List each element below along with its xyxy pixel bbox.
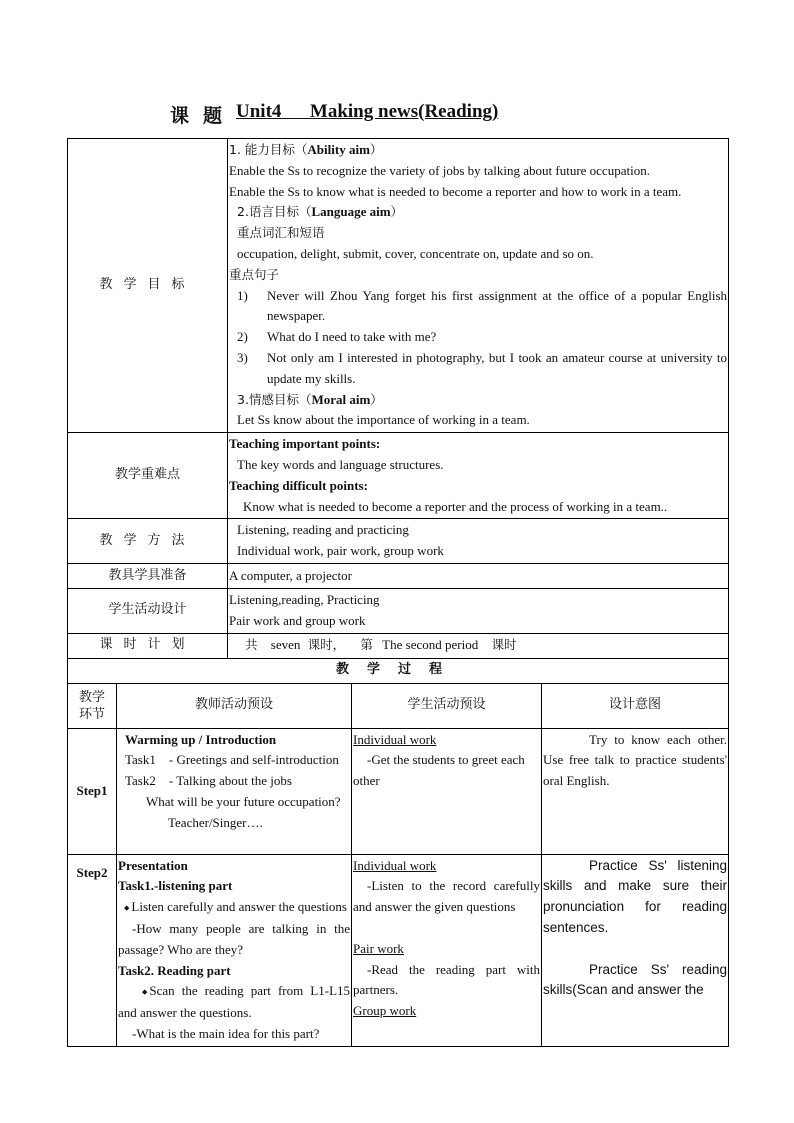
- step2-task1-line: ◆ Listen carefully and answer the questions: [118, 897, 350, 919]
- step2-task1-heading: Task1.-listening part: [118, 878, 233, 894]
- schedule-header: 课时计划: [68, 633, 228, 658]
- process-row: [68, 658, 729, 683]
- col-intent: 设计意图: [542, 683, 729, 728]
- step2-student-text-1: -Listen to the record carefully and answer the given questions: [353, 878, 541, 915]
- step1-task2: Task2 - Talking about the jobs: [125, 773, 292, 789]
- process-columns-row: [68, 683, 729, 728]
- difficult-label: Teaching difficult points:: [229, 477, 368, 493]
- step1-question: What will be your future occupation?: [146, 793, 341, 809]
- step2-teacher-heading: Presentation: [118, 857, 188, 873]
- activities-row: [68, 588, 729, 633]
- methods-line-2: Individual work, pair work, group work: [237, 543, 444, 559]
- sentences-heading: 重点句子: [229, 266, 280, 282]
- step1-student-text: -Get the students to greet each other: [353, 752, 525, 789]
- ability-line-1: Enable the Ss to recognize the variety of jobs by talking about future occupation.: [229, 162, 650, 178]
- bullet-icon: ◆: [124, 904, 130, 913]
- sentence-3: 3) Not only am I interested in photography, but I took an amateur course at university to update my skills.: [237, 349, 728, 386]
- step1-intent: Try to know each other. Use free talk to practice students' oral English.: [542, 728, 729, 854]
- key-points-header: 教学重难点: [68, 433, 228, 519]
- materials-row: [68, 563, 729, 588]
- step2-label: Step2: [68, 854, 117, 1046]
- step2-task2-line: ◆ Scan the reading part from L1-L15 and answer the questions.: [118, 983, 351, 1021]
- step2-student-heading-2: Pair work: [353, 940, 404, 956]
- activities-header: 学生活动设计: [68, 588, 228, 633]
- schedule-row: [68, 633, 729, 658]
- step2-intent-1: Practice Ss' listening skills and make sure their pronunciation for reading sentences.: [543, 857, 728, 935]
- step1-teacher: [117, 728, 352, 854]
- step2-task2-heading: Task2. Reading part: [118, 962, 231, 978]
- col-stage: 教学 环节: [68, 683, 117, 728]
- methods-line-1: Listening, reading and practicing: [237, 522, 409, 538]
- step1-label: Step1: [68, 728, 117, 854]
- step1-student: [352, 728, 542, 854]
- aims-header: 教学目标: [68, 139, 228, 433]
- important-text: The key words and language structures.: [237, 456, 444, 472]
- col-teacher: 教师活动预设: [117, 683, 352, 728]
- vocab-line: occupation, delight, submit, cover, concentrate on, update and so on.: [237, 245, 594, 261]
- step2-student: [352, 854, 542, 1046]
- step2-teacher: [117, 854, 352, 1046]
- schedule-content: 共 seven 课时， 第 The second period 课时: [228, 633, 729, 658]
- step2-row: [68, 854, 729, 1046]
- title-label: 课题: [170, 106, 237, 127]
- step1-student-heading: Individual work: [353, 731, 437, 747]
- activities-line-1: Listening,reading, Practicing: [229, 591, 380, 607]
- step2-task1-question: -How many people are talking in the passage? Who are they?: [118, 920, 351, 957]
- aims-row: [68, 139, 729, 433]
- ability-line-2: Enable the Ss to know what is needed to become a reporter and how to work in a team.: [229, 183, 682, 199]
- sentence-2: 2) What do I need to take with me?: [237, 329, 437, 345]
- lesson-plan-table: [67, 138, 729, 1047]
- sentence-1: 1) Never will Zhou Yang forget his first assignment at the office of a popular English newspaper.: [237, 287, 728, 324]
- step2-student-heading-1: Individual work: [353, 857, 437, 873]
- difficult-text: Know what is needed to become a reporter and the process of working in a team..: [243, 498, 668, 514]
- title-underlined: [236, 101, 498, 123]
- step2-student-heading-3: Group work: [353, 1003, 417, 1019]
- step1-task1: Task1 - Greetings and self-introduction: [125, 752, 339, 768]
- bullet-icon: ◆: [142, 988, 148, 997]
- key-points-content: [228, 433, 729, 519]
- language-heading: 2.语言目标（Language aim）: [237, 204, 404, 220]
- step2-task2-question: -What is the main idea for this part?: [132, 1025, 320, 1041]
- methods-content: [228, 519, 729, 564]
- step2-intent-2: Practice Ss' reading skills(Scan and answer the: [543, 961, 728, 998]
- methods-row: [68, 519, 729, 564]
- vocab-heading: 重点词汇和短语: [237, 225, 325, 241]
- step1-examples: Teacher/Singer….: [168, 814, 263, 830]
- moral-heading: 3.情感目标（Moral aim）: [237, 391, 383, 407]
- title-topic: Making news(Reading): [309, 101, 499, 122]
- step1-teacher-heading: Warming up / Introduction: [125, 731, 277, 747]
- activities-line-2: Pair work and group work: [229, 612, 366, 628]
- col-student: 学生活动预设: [352, 683, 542, 728]
- step1-row: [68, 728, 729, 854]
- materials-text: A computer, a projector: [228, 563, 729, 588]
- ability-heading: 1. 能力目标（Ability aim）: [229, 142, 383, 157]
- moral-line: Let Ss know about the importance of working in a team.: [237, 412, 530, 428]
- methods-header: 教学方法: [68, 519, 228, 564]
- title-unit: Unit4: [236, 101, 282, 122]
- important-label: Teaching important points:: [229, 436, 381, 452]
- step2-intent: [542, 854, 729, 1046]
- aims-content: [228, 139, 729, 433]
- activities-content: [228, 588, 729, 633]
- step2-student-text-2: -Read the reading part with partners.: [353, 961, 541, 998]
- key-points-row: [68, 433, 729, 519]
- process-header: 教学过程: [68, 658, 729, 683]
- materials-header: 教具学具准备: [68, 563, 228, 588]
